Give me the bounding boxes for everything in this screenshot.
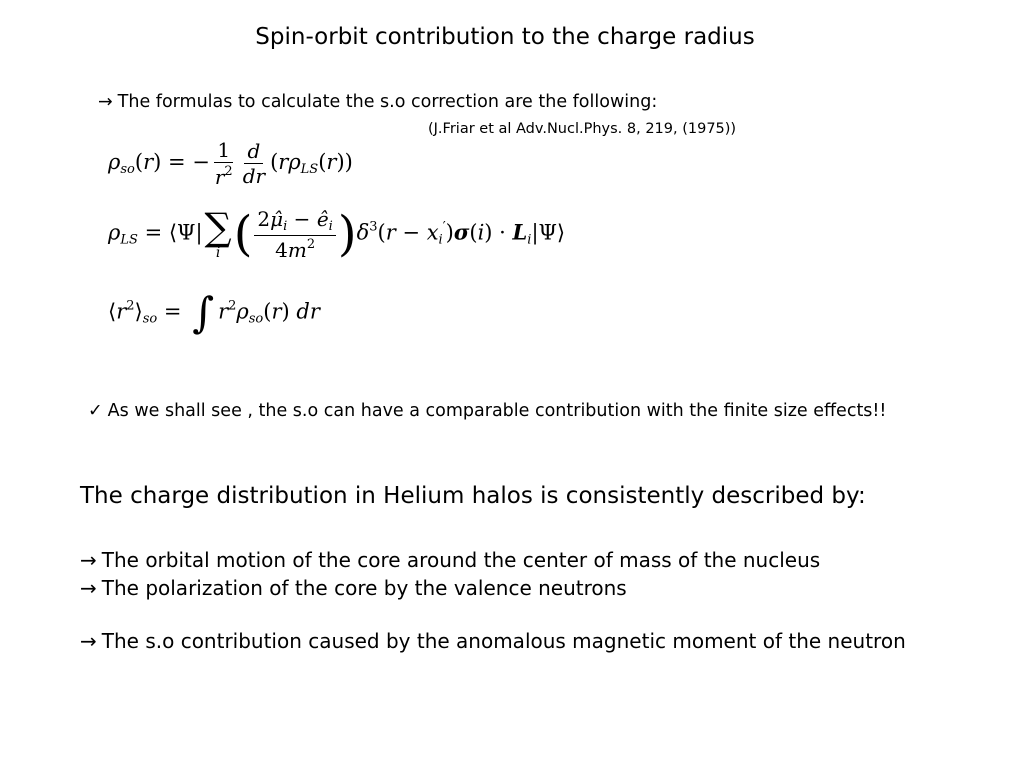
check-note: [88, 401, 886, 421]
intro-line: [98, 92, 657, 112]
arrow-icon: →: [80, 576, 97, 600]
summary-point: [80, 576, 627, 600]
summary-point-text: The polarization of the core by the valence neutrons: [101, 576, 627, 600]
checkmark-icon: ✓: [88, 401, 103, 421]
equation-r2-so: $⟨r^2⟩_{so}$ = ∫ $r^2\rho_{so}(r)$ dr: [108, 288, 320, 337]
check-note-text: As we shall see , the s.o can have a comparable contribution with the finite size effects!!: [107, 401, 887, 421]
summary-point-text: The orbital motion of the core around the center of mass of the nucleus: [101, 548, 821, 572]
arrow-icon: →: [98, 92, 113, 112]
summary-point-text: The s.o contribution caused by the anomalous magnetic moment of the neutron: [101, 629, 906, 653]
arrow-icon: →: [80, 629, 97, 653]
reference-citation: (J.Friar et al Adv.Nucl.Phys. 8, 219, (1975)): [428, 121, 737, 137]
summary-point: [80, 629, 906, 653]
equation-rho-ls: $\rho_{LS}$ = ⟨Ψ| ∑ i ( $\frac{2\mû_i - ê_i}{4m^2}$ )$\delta^3(r - x_i')\sigma(i)$ · $L_i|\Psi⟩$: [108, 205, 566, 262]
summary-heading: The charge distribution in Helium halos is consistently described by:: [80, 483, 866, 509]
summary-point: [80, 548, 820, 572]
equation-rho-so: $\rho_{so}(r)$ = − $\frac{1}{r^2}$ $\frac{d}{dr}$ $(r\rho_{LS}(r))$: [108, 138, 353, 189]
arrow-icon: →: [80, 548, 97, 572]
slide-title: Spin-orbit contribution to the charge radius: [255, 24, 755, 50]
intro-text: The formulas to calculate the s.o correction are the following:: [117, 92, 658, 112]
